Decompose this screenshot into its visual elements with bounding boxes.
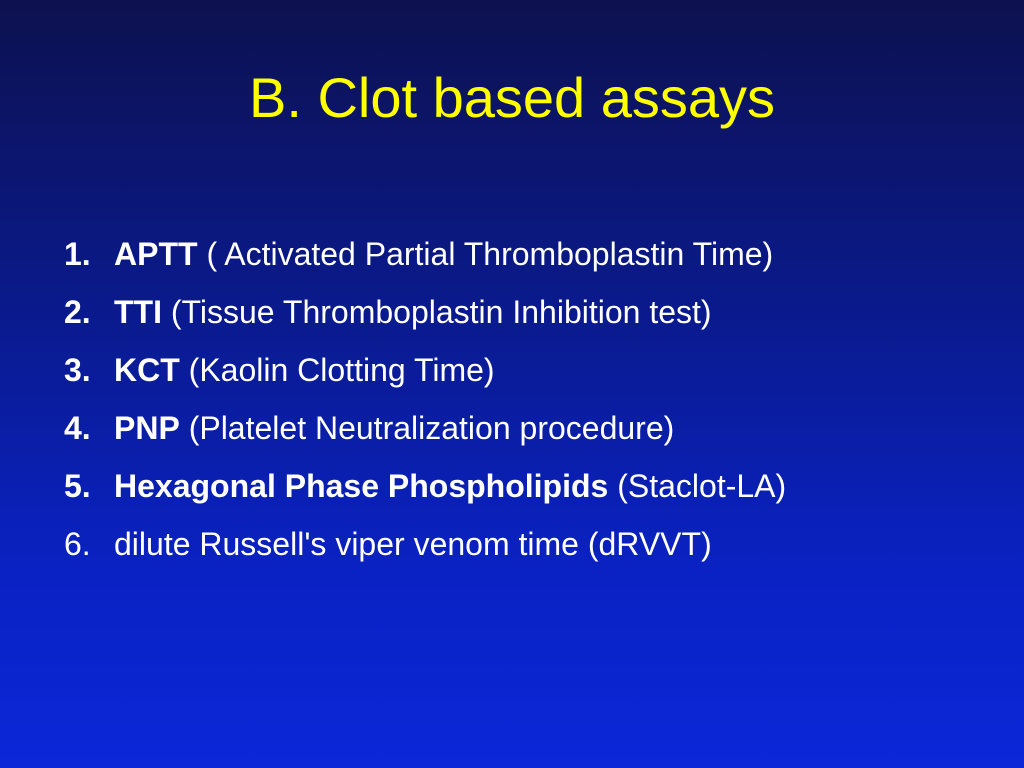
item-description: (Staclot-LA) <box>608 468 787 504</box>
item-description: ( Activated Partial Thromboplastin Time) <box>197 236 774 272</box>
item-term: KCT <box>114 352 180 388</box>
item-description: dilute Russell's viper venom time (dRVVT) <box>114 526 712 562</box>
item-text <box>114 283 712 341</box>
item-term: Hexagonal Phase Phospholipids <box>114 468 609 504</box>
item-text <box>114 399 674 457</box>
assay-list <box>64 225 1004 573</box>
list-item <box>64 399 1004 457</box>
item-text <box>114 457 786 515</box>
item-number: 3. <box>64 352 91 388</box>
item-number: 4. <box>64 410 91 446</box>
list-item <box>64 225 1004 283</box>
item-number: 6. <box>64 526 91 562</box>
item-number: 1. <box>64 236 91 272</box>
item-text <box>114 341 495 399</box>
item-term: TTI <box>114 294 162 330</box>
item-description: (Platelet Neutralization procedure) <box>179 410 675 446</box>
list-item <box>64 515 1004 573</box>
list-item <box>64 283 1004 341</box>
item-text <box>114 225 773 283</box>
slide-title: B. Clot based assays <box>248 66 776 129</box>
item-number: 5. <box>64 468 91 504</box>
list-item <box>64 457 1004 515</box>
item-number: 2. <box>64 294 91 330</box>
item-text <box>114 515 712 573</box>
item-term: PNP <box>114 410 180 446</box>
list-item <box>64 341 1004 399</box>
item-term: APTT <box>114 236 198 272</box>
item-description: (Kaolin Clotting Time) <box>179 352 495 388</box>
item-description: (Tissue Thromboplastin Inhibition test) <box>161 294 712 330</box>
